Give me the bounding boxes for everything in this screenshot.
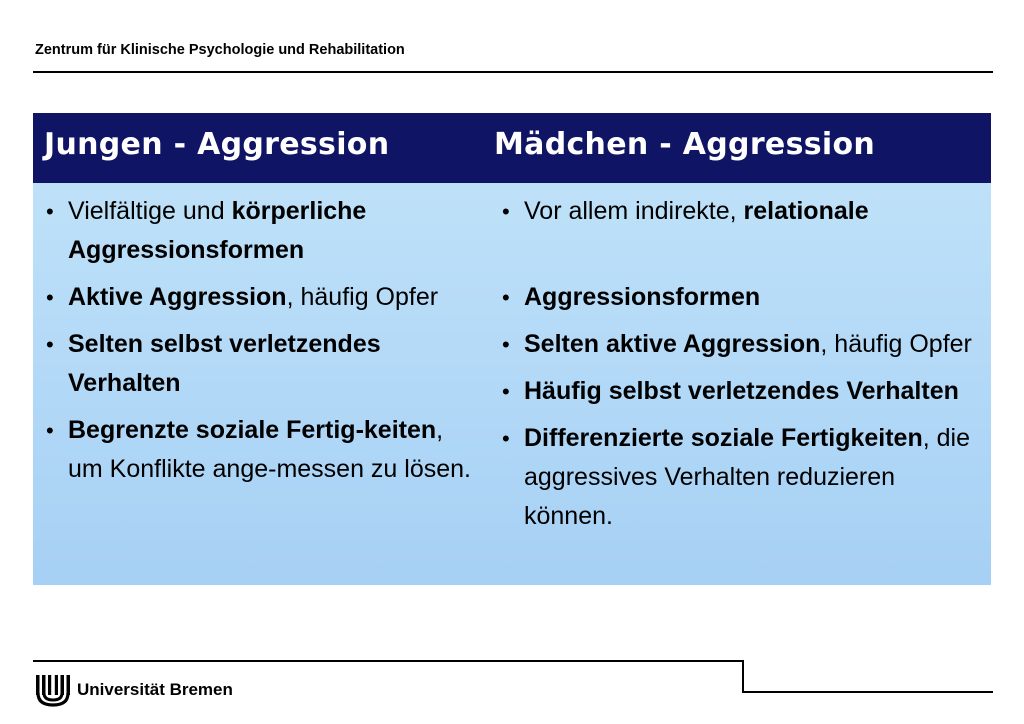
bullet-icon: • xyxy=(502,285,510,310)
bullet-text-bold: Begrenzte soziale Fertig-keiten xyxy=(68,416,437,444)
footer-university-name: Universität Bremen xyxy=(77,680,233,699)
bullet-icon: • xyxy=(46,199,54,224)
footer-divider-step xyxy=(742,660,744,692)
column-title-boys: Jungen - Aggression xyxy=(44,127,390,162)
girls-bullet-list xyxy=(500,192,980,544)
bullet-text: Vielfältige und xyxy=(68,197,232,225)
girls-bullet-item xyxy=(500,372,980,411)
universitaet-bremen-logo-icon xyxy=(35,673,71,707)
bullet-text-bold: Selten aktive Aggression xyxy=(524,330,821,358)
boys-bullet-item xyxy=(44,278,474,317)
bullet-icon: • xyxy=(46,418,54,443)
girls-bullet-item xyxy=(500,192,980,231)
bullet-text: Vor allem indirekte, xyxy=(524,197,744,225)
bullet-icon: • xyxy=(502,332,510,357)
footer-divider-left xyxy=(33,660,742,662)
bullet-text-bold: Differenzierte soziale Fertigkeiten xyxy=(524,424,923,452)
bullet-text: , häufig Opfer xyxy=(286,283,439,311)
column-title-girls: Mädchen - Aggression xyxy=(494,127,876,162)
bullet-icon: • xyxy=(502,426,510,451)
bullet-text-bold: Aktive Aggression xyxy=(68,283,287,311)
bullet-text: , die aggressives Verhalten reduzieren können. xyxy=(524,424,970,530)
boys-bullet-item xyxy=(44,325,474,403)
boys-bullet-item xyxy=(44,411,474,489)
bullet-text: , häufig Opfer xyxy=(820,330,972,358)
header-divider xyxy=(33,71,993,73)
girls-bullet-item xyxy=(500,419,980,536)
bullet-text-bold: Häufig selbst verletzendes Verhalten xyxy=(524,377,959,405)
bullet-icon: • xyxy=(502,199,510,224)
bullet-text-bold: Selten selbst verletzendes Verhalten xyxy=(68,330,381,397)
girls-bullet-item xyxy=(500,278,980,317)
bullet-text: , um Konflikte ange-messen zu lösen. xyxy=(68,416,471,483)
bullet-icon: • xyxy=(46,285,54,310)
page-header-title: Zentrum für Klinische Psychologie und Rehabilitation xyxy=(35,42,405,58)
girls-bullet-item xyxy=(500,325,980,364)
bullet-text-bold: relationale xyxy=(743,197,869,225)
boys-bullet-item xyxy=(44,192,474,270)
bullet-icon: • xyxy=(502,379,510,404)
bullet-text-bold: Aggressionsformen xyxy=(524,283,761,311)
bullet-icon: • xyxy=(46,332,54,357)
footer-divider-right xyxy=(742,691,993,693)
boys-bullet-list xyxy=(44,192,474,497)
bullet-text-bold: körperliche Aggressionsformen xyxy=(68,197,367,264)
